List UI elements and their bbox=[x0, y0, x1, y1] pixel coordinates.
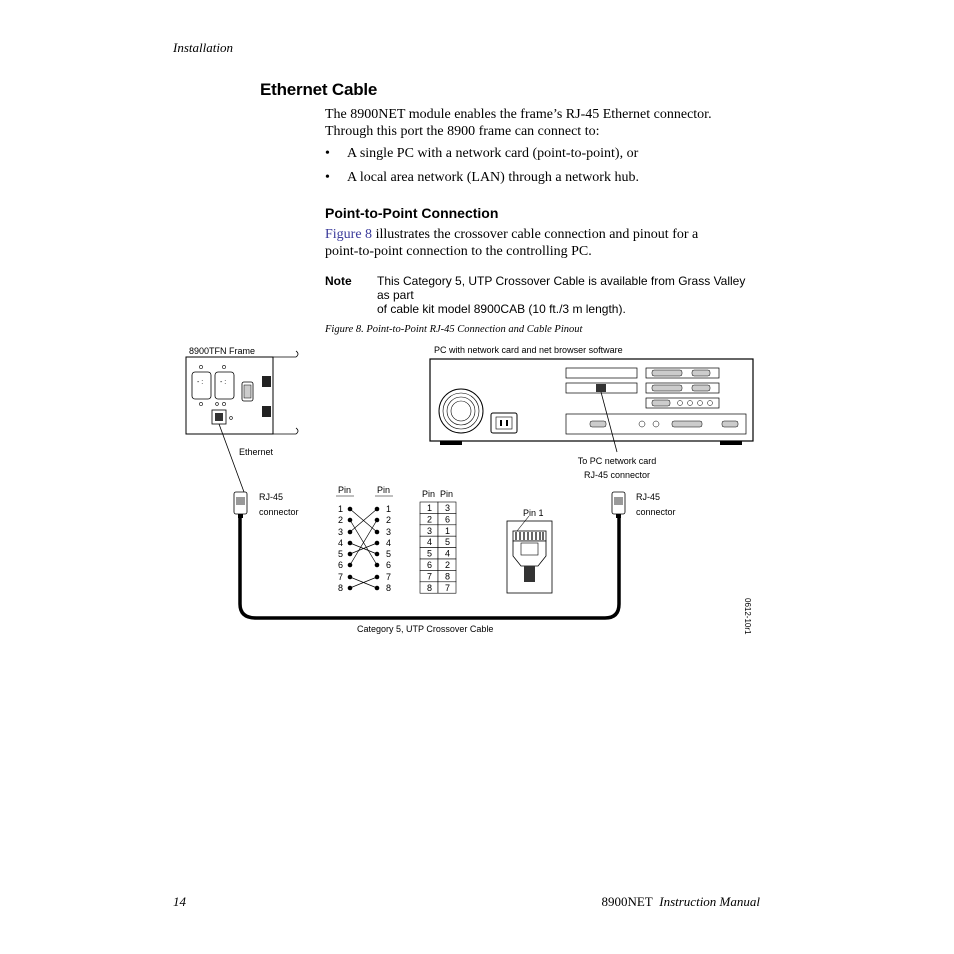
pin-label: 1 bbox=[338, 504, 344, 514]
figure-id: 0612-10r1 bbox=[743, 598, 752, 635]
pin-dot bbox=[348, 586, 353, 591]
pin-label: 2 bbox=[386, 515, 392, 525]
note-label: Note bbox=[325, 274, 352, 288]
pin-dot bbox=[375, 575, 380, 580]
figure-caption: Figure 8. Point-to-Point RJ-45 Connection and Cable Pinout bbox=[325, 324, 583, 335]
table-cell-value: 6 bbox=[427, 560, 433, 570]
pin-dot bbox=[348, 563, 353, 568]
rj45-left-label-2: connector bbox=[259, 507, 299, 517]
pinout-table bbox=[420, 502, 456, 593]
pin-dot bbox=[375, 586, 380, 591]
pc-device bbox=[430, 359, 753, 445]
pin-label: 6 bbox=[386, 560, 392, 570]
pin1-label: Pin 1 bbox=[523, 508, 544, 518]
page-number: 14 bbox=[173, 894, 186, 909]
manual-model: 8900NET bbox=[601, 894, 653, 909]
pin-dot bbox=[348, 552, 353, 557]
figure-8-link[interactable]: Figure 8 bbox=[325, 227, 373, 242]
running-footer bbox=[560, 894, 760, 910]
svg-text:- :: - : bbox=[220, 379, 227, 386]
pin-label: 8 bbox=[386, 583, 392, 593]
rj45-plug-left bbox=[234, 492, 247, 518]
pin-label: 7 bbox=[386, 572, 392, 582]
pin-dot bbox=[375, 541, 380, 546]
rj45-right-label-2: connector bbox=[636, 507, 676, 517]
table-cell-value: 1 bbox=[427, 503, 433, 513]
table-cell-value: 3 bbox=[427, 525, 433, 536]
to-pc-label-2: RJ-45 connector bbox=[583, 470, 651, 480]
running-header: Installation bbox=[173, 40, 233, 55]
pin-dot bbox=[348, 518, 353, 523]
table-cell-value: 2 bbox=[427, 514, 433, 525]
table-cell-value: 2 bbox=[445, 560, 451, 570]
pin-header-left: Pin bbox=[338, 485, 352, 495]
pin-dot bbox=[375, 518, 380, 523]
table-cell-value: 1 bbox=[445, 525, 451, 536]
ethernet-label: Ethernet bbox=[239, 447, 274, 457]
pc-label: PC with network card and net browser software bbox=[434, 345, 623, 355]
rj45-right-label-1: RJ-45 bbox=[636, 492, 661, 502]
pin-label: 4 bbox=[386, 538, 392, 548]
pin-dot bbox=[375, 563, 380, 568]
intro-line-2: Through this port the 8900 frame can connect to: bbox=[325, 124, 600, 139]
table-cell-value: 4 bbox=[445, 548, 451, 559]
section-title: Ethernet Cable bbox=[260, 80, 378, 99]
rj45-plug-detail bbox=[507, 516, 552, 593]
pin-dot bbox=[375, 507, 380, 512]
bullet-icon: • bbox=[325, 146, 330, 161]
crossover-wires bbox=[350, 509, 377, 588]
p2-line-1: illustrates the crossover cable connection and pinout for a bbox=[372, 227, 699, 242]
pin-dot bbox=[375, 530, 380, 535]
frame-device bbox=[186, 351, 298, 434]
table-cell-value: 3 bbox=[445, 503, 451, 513]
pin-dot bbox=[348, 575, 353, 580]
pin-label: 2 bbox=[338, 515, 344, 525]
subsection-title: Point-to-Point Connection bbox=[325, 205, 499, 221]
bullet-text: A single PC with a network card (point-to-point), or bbox=[347, 146, 639, 161]
table-cell-value: 7 bbox=[445, 582, 451, 593]
pin-label: 6 bbox=[338, 560, 344, 570]
intro-line-1: The 8900NET module enables the frame’s RJ-45 Ethernet connector. bbox=[325, 107, 712, 122]
table-cell-value: 8 bbox=[445, 571, 451, 582]
pin-numbers-left bbox=[338, 504, 343, 593]
pin-label: 5 bbox=[338, 549, 344, 559]
manual-title: Instruction Manual bbox=[659, 894, 760, 909]
rj45-plug-right bbox=[612, 492, 625, 518]
table-cell-value: 8 bbox=[427, 582, 433, 593]
table-cell-value: 6 bbox=[445, 514, 451, 525]
pin-numbers-right bbox=[386, 504, 391, 593]
rj45-left-label-1: RJ-45 bbox=[259, 492, 284, 502]
pin-label: 3 bbox=[386, 527, 392, 537]
pin-label: 8 bbox=[338, 583, 344, 593]
pin-label: 5 bbox=[386, 549, 392, 559]
pin-dot bbox=[348, 530, 353, 535]
table-cell-value: 7 bbox=[427, 571, 433, 582]
to-pc-label-1: To PC network card bbox=[577, 456, 657, 466]
pin-label: 4 bbox=[338, 538, 344, 548]
pin-label: 1 bbox=[386, 504, 392, 514]
bullet-icon: • bbox=[325, 170, 330, 185]
pin-dot bbox=[375, 552, 380, 557]
pin-dot bbox=[348, 507, 353, 512]
p2-line-2: point-to-point connection to the controlling PC. bbox=[325, 244, 592, 259]
frame-label: 8900TFN Frame bbox=[189, 346, 256, 356]
table-header-left: Pin bbox=[422, 489, 436, 499]
pin-header-right: Pin bbox=[377, 485, 391, 495]
svg-text:- :: - : bbox=[197, 379, 204, 386]
table-cell-value: 5 bbox=[427, 548, 433, 559]
pin-dot bbox=[348, 541, 353, 546]
note-line-1: This Category 5, UTP Crossover Cable is available from Grass Valley as part bbox=[377, 274, 746, 302]
bullet-text: A local area network (LAN) through a network hub. bbox=[347, 170, 639, 185]
pin-label: 7 bbox=[338, 572, 344, 582]
pin-label: 3 bbox=[338, 527, 344, 537]
table-header-right: Pin bbox=[440, 489, 454, 499]
table-cell-value: 5 bbox=[445, 537, 451, 548]
note-line-2: of cable kit model 8900CAB (10 ft./3 m length). bbox=[377, 302, 626, 316]
cable-label: Category 5, UTP Crossover Cable bbox=[357, 624, 494, 634]
table-cell-value: 4 bbox=[427, 537, 433, 548]
